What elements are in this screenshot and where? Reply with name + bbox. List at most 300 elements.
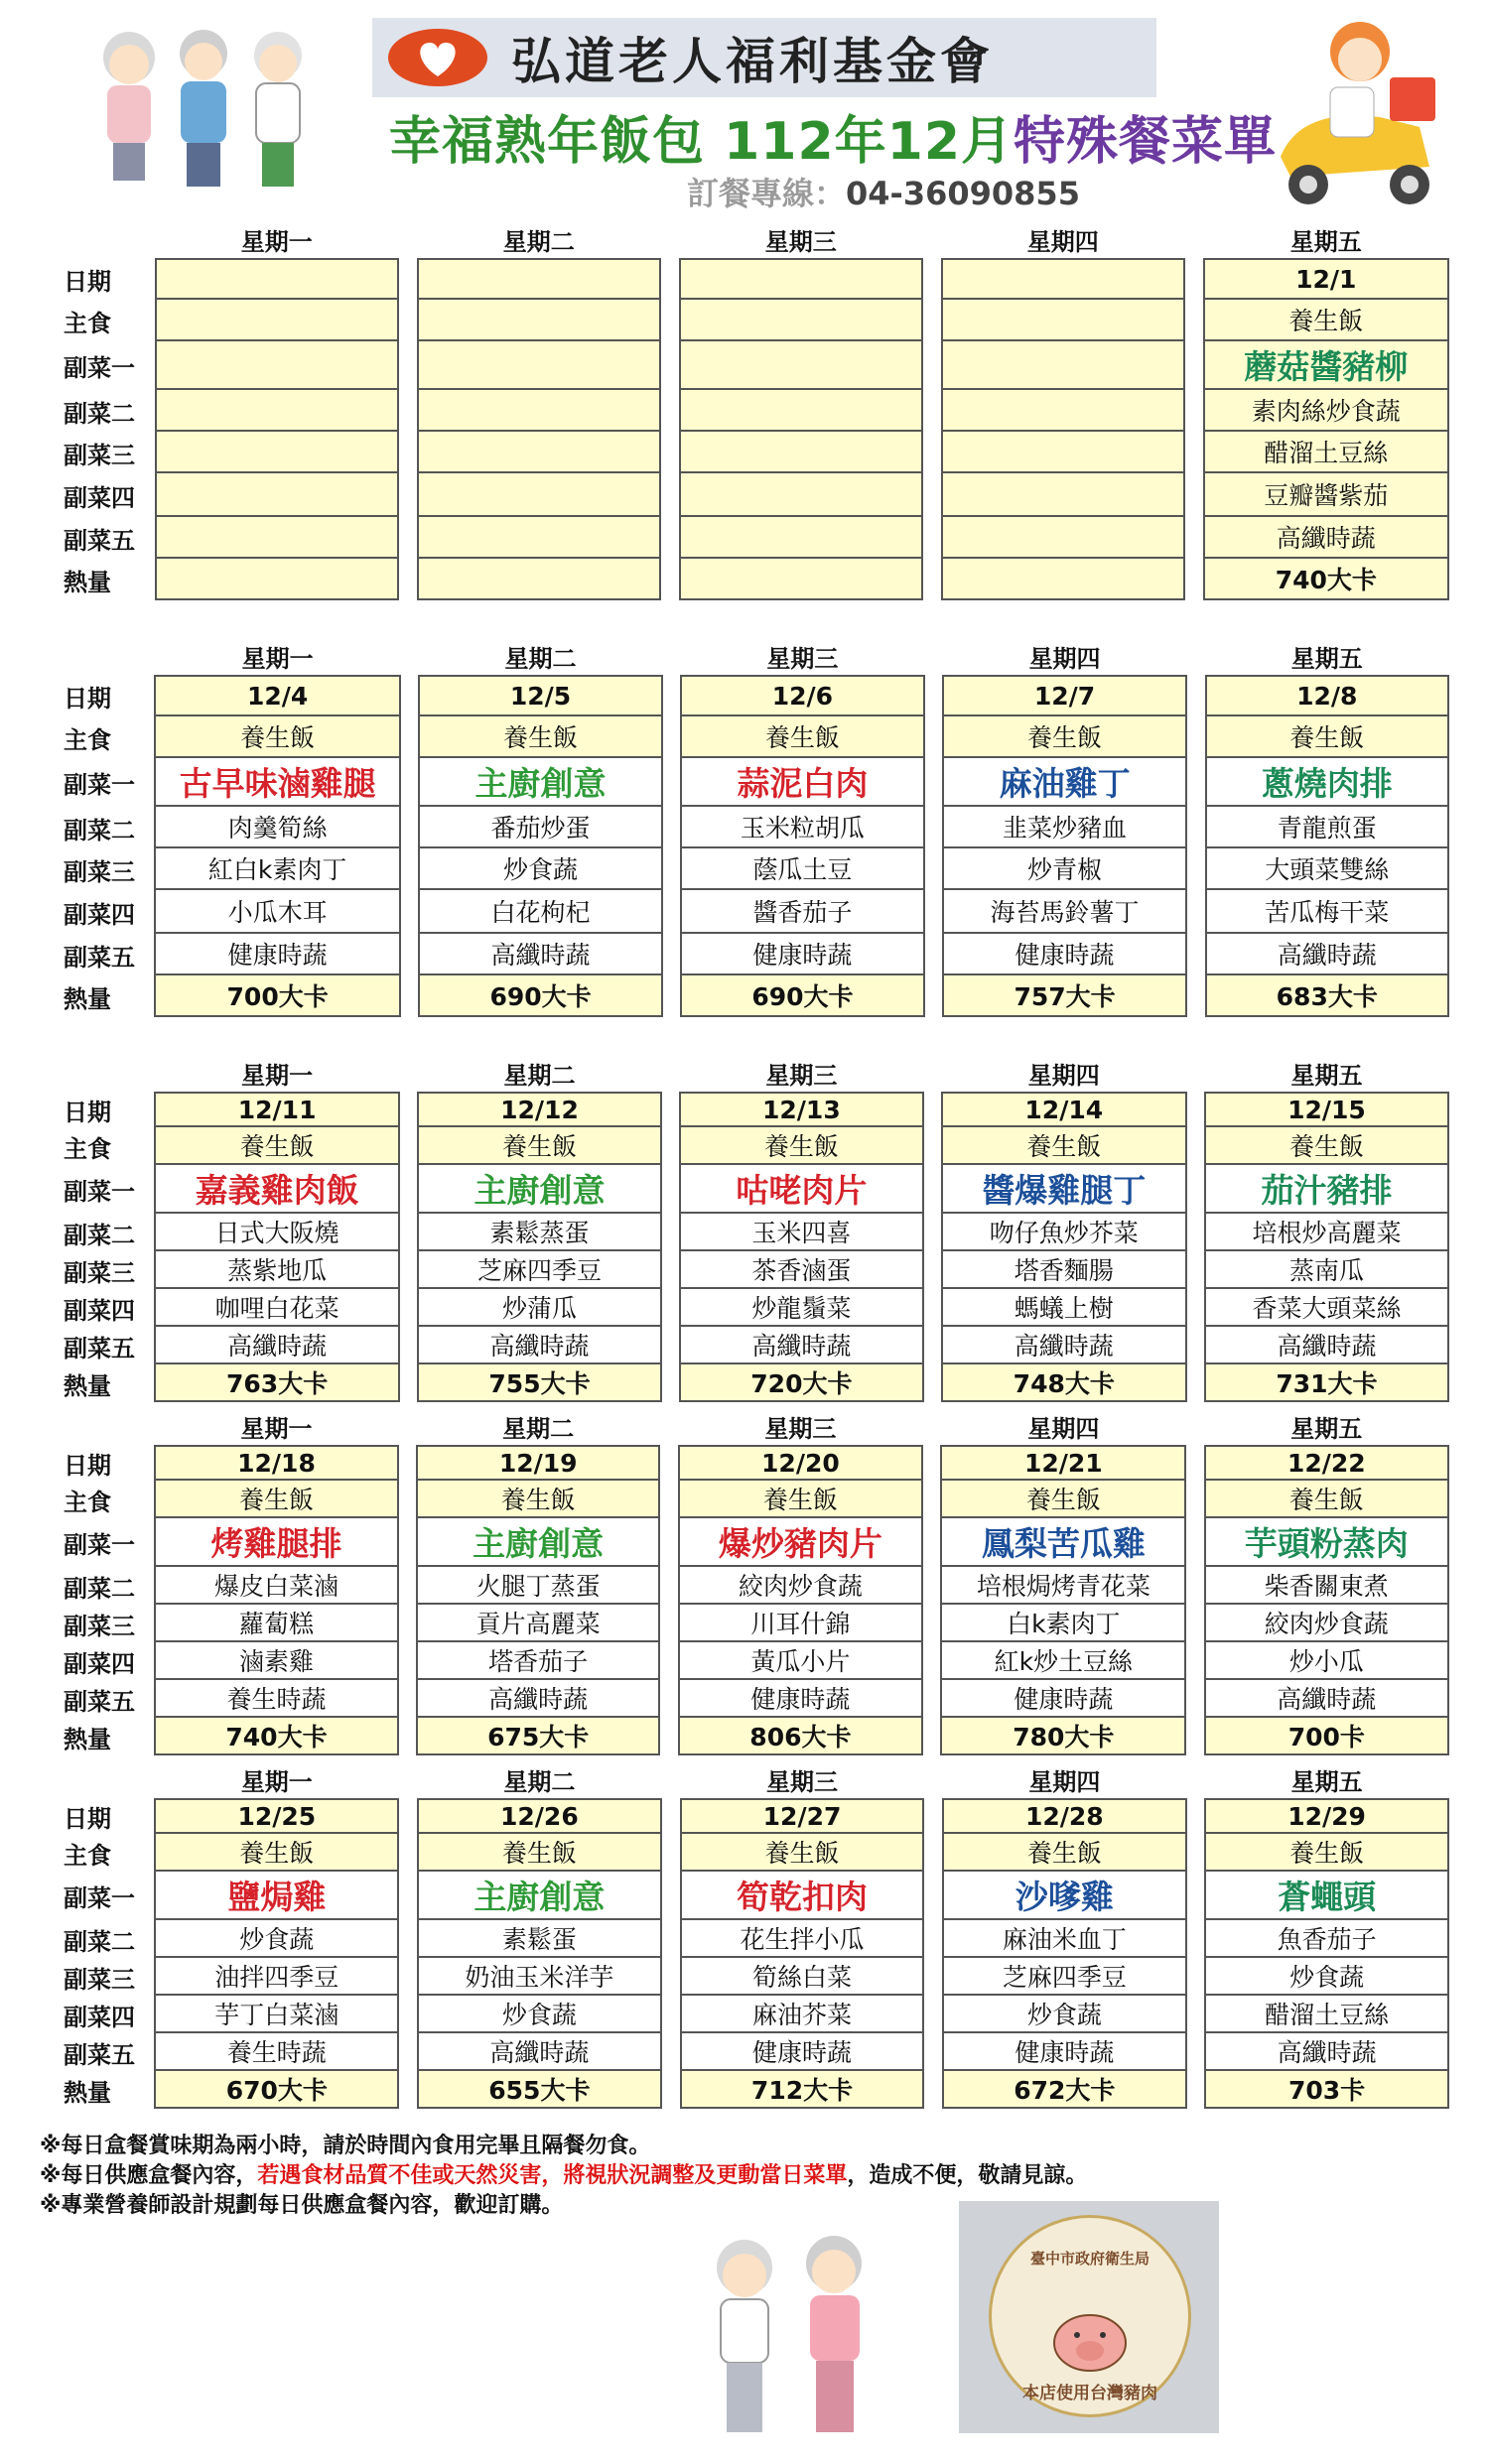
- column-gap: [1186, 1481, 1203, 1518]
- side-dish-cell: 青龍煎蛋: [1205, 807, 1450, 848]
- weekday-header: 星期四: [1027, 1414, 1100, 1443]
- row-label: 日期: [64, 1804, 111, 1833]
- date-cell: 12/18: [154, 1445, 398, 1481]
- column-gap: [399, 1996, 417, 2033]
- column-gap: [399, 473, 417, 517]
- main-dish-name: 鹽焗雞: [227, 1878, 327, 1916]
- header-blank: [40, 1407, 154, 1445]
- main-dish-name: 醬爆雞腿丁: [982, 1171, 1147, 1210]
- weekday-header: 星期一: [241, 644, 314, 673]
- column-gap: [399, 2071, 417, 2109]
- menu-row: [40, 1834, 1449, 1872]
- column-gap: [662, 1127, 679, 1165]
- side-dish-cell: 高纖時蔬: [1204, 1327, 1449, 1364]
- staple-cell: [941, 300, 1185, 341]
- column-gap: [1187, 637, 1204, 675]
- column-gap: [660, 1718, 677, 1755]
- column-gap: [401, 675, 418, 716]
- main-dish-name: 芋頭粉蒸肉: [1244, 1524, 1409, 1563]
- menu-row: [40, 1996, 1449, 2033]
- date-cell: [679, 258, 923, 300]
- column-gap: [663, 934, 680, 975]
- calorie-cell: 806大卡: [678, 1718, 923, 1755]
- menu-row: [40, 517, 1449, 559]
- column-gap: [662, 1251, 679, 1289]
- side-dish-cell: 川耳什錦: [678, 1605, 923, 1642]
- column-gap: [662, 2033, 680, 2071]
- calorie-cell: 683大卡: [1205, 975, 1450, 1017]
- main-dish-name: 咕咾肉片: [736, 1171, 868, 1210]
- staple-cell: 養生飯: [941, 1127, 1186, 1165]
- staple-cell: 養生飯: [417, 1127, 661, 1165]
- calorie-cell: [155, 559, 399, 600]
- weekday-header: 星期三: [764, 227, 837, 256]
- column-gap: [925, 975, 942, 1017]
- column-gap: [1187, 758, 1204, 807]
- side-dish-cell: 醋溜土豆絲: [1203, 432, 1449, 473]
- row-label: 副菜四: [64, 2003, 135, 2031]
- main-dish-name: 蔥燒肉排: [1261, 764, 1393, 803]
- column-gap: [1187, 1165, 1204, 1214]
- column-gap: [924, 1958, 942, 1996]
- column-gap: [923, 1642, 940, 1680]
- seal-text-bottom: 本店使用台灣豬肉: [1022, 2384, 1157, 2403]
- menu-row: [40, 341, 1449, 390]
- side-dish-cell: [155, 517, 399, 559]
- title-main: 幸福熟年飯包 112年12月: [389, 112, 1015, 172]
- column-gap: [1187, 807, 1204, 848]
- menu-row: [40, 1289, 1449, 1327]
- row-label: 副菜五: [64, 526, 135, 555]
- side-dish-cell: 炒食蔬: [154, 1920, 399, 1958]
- row-label: 日期: [64, 1451, 111, 1480]
- side-dish-cell: 韭菜炒豬血: [942, 807, 1187, 848]
- side-dish-cell: [417, 390, 661, 432]
- column-gap: [1185, 220, 1203, 258]
- main-dish-cell: [154, 1165, 399, 1214]
- column-gap: [662, 1327, 679, 1364]
- column-gap: [925, 758, 942, 807]
- header: [0, 0, 1489, 218]
- column-gap: [400, 1251, 417, 1289]
- staple-cell: [417, 300, 661, 341]
- column-gap: [924, 1251, 941, 1289]
- staple-cell: [679, 300, 923, 341]
- side-dish-cell: 豆瓣醬紫茄: [1203, 473, 1449, 517]
- staple-cell: 養生飯: [154, 716, 401, 758]
- side-dish-cell: 健康時蔬: [680, 934, 924, 975]
- column-gap: [661, 220, 679, 258]
- side-dish-cell: 炒食蔬: [417, 1996, 662, 2033]
- column-gap: [1186, 1605, 1203, 1642]
- staple-cell: 養生飯: [1204, 1127, 1449, 1165]
- calorie-cell: 755大卡: [417, 1364, 661, 1402]
- menu-row: [40, 1920, 1449, 1958]
- row-label: 副菜五: [64, 2040, 135, 2069]
- staple-cell: 養生飯: [1204, 1834, 1449, 1872]
- calorie-cell: 740大卡: [1203, 559, 1449, 600]
- date-cell: 12/14: [941, 1092, 1186, 1127]
- main-dish-name: 主廚創意: [474, 1878, 606, 1916]
- side-dish-cell: 日式大阪燒: [154, 1214, 399, 1251]
- org-banner: [372, 18, 1156, 97]
- column-gap: [1187, 1834, 1205, 1872]
- row-label: 主食: [64, 309, 111, 337]
- side-dish-cell: 健康時蔬: [680, 2033, 925, 2071]
- staple-cell: 養生飯: [678, 1481, 923, 1518]
- column-gap: [923, 432, 941, 473]
- side-dish-cell: 醬香茄子: [680, 890, 924, 934]
- date-cell: 12/5: [418, 675, 662, 716]
- weekday-header: 星期五: [1290, 1767, 1363, 1796]
- main-dish-cell: [680, 758, 924, 807]
- title-suffix: 特殊餐菜單: [1014, 112, 1278, 172]
- column-gap: [660, 1642, 677, 1680]
- side-dish-cell: 蒸南瓜: [1204, 1251, 1449, 1289]
- side-dish-cell: 肉羹筍絲: [154, 807, 401, 848]
- weekday-header: 星期三: [766, 644, 839, 673]
- main-dish-name: 鳳梨苦瓜雞: [981, 1524, 1146, 1563]
- row-label: 主食: [64, 1134, 111, 1163]
- menu-row: [40, 1718, 1449, 1755]
- column-gap: [1186, 1718, 1203, 1755]
- side-dish-cell: [941, 473, 1185, 517]
- weekday-header: 星期四: [1026, 227, 1099, 256]
- main-dish-name: 爆炒豬肉片: [718, 1524, 882, 1563]
- week-table: [40, 637, 1449, 1017]
- calorie-cell: [417, 559, 661, 600]
- menu-row: [40, 1445, 1449, 1481]
- note-line-3: ※專業營養師設計規劃每日供應盒餐內容，歡迎訂購。: [40, 2193, 564, 2218]
- column-gap: [400, 1327, 417, 1364]
- menu-row: [40, 1567, 1449, 1605]
- note-line-1: ※每日盒餐賞味期為兩小時，請於時間內食用完畢且隔餐勿食。: [40, 2134, 651, 2158]
- side-dish-cell: 苦瓜梅干菜: [1205, 890, 1450, 934]
- row-label: 日期: [64, 1098, 111, 1126]
- menu-row: [40, 716, 1449, 758]
- staple-cell: 養生飯: [1204, 1481, 1449, 1518]
- row-label: 副菜二: [64, 816, 135, 844]
- staple-cell: 養生飯: [679, 1127, 923, 1165]
- side-dish-cell: 高纖時蔬: [941, 1327, 1186, 1364]
- main-dish-name: 主廚創意: [473, 1524, 605, 1563]
- menu-row: [40, 1958, 1449, 1996]
- column-gap: [924, 1834, 942, 1872]
- column-gap: [399, 1518, 416, 1567]
- main-dish-cell: [940, 1518, 1186, 1567]
- row-label: 主食: [64, 725, 111, 754]
- weekday-header: 星期五: [1290, 644, 1363, 673]
- main-dish-name: 蒜泥白肉: [737, 764, 869, 803]
- column-gap: [924, 1798, 942, 1834]
- weekday-header: 星期一: [240, 227, 313, 256]
- menu-row: [40, 1605, 1449, 1642]
- side-dish-cell: 炒食蔬: [1204, 1958, 1449, 1996]
- side-dish-cell: 炒蒲瓜: [417, 1289, 661, 1327]
- weekday-header: 星期一: [240, 1414, 313, 1443]
- weekday-header-row: [40, 1054, 1449, 1092]
- column-gap: [663, 807, 680, 848]
- staple-cell: [155, 300, 399, 341]
- column-gap: [1187, 934, 1204, 975]
- date-cell: [155, 258, 399, 300]
- side-dish-cell: 健康時蔬: [154, 934, 401, 975]
- pig-icon: [1045, 2307, 1135, 2377]
- main-dish-cell: [1204, 1518, 1449, 1567]
- row-label: 副菜一: [64, 1178, 135, 1206]
- row-label: 熱量: [64, 2078, 111, 2107]
- column-gap: [925, 807, 942, 848]
- date-cell: 12/6: [680, 675, 924, 716]
- side-dish-cell: 蔭瓜土豆: [680, 848, 924, 890]
- row-label: 主食: [64, 1841, 111, 1870]
- side-dish-cell: 蒸紫地瓜: [154, 1251, 399, 1289]
- calorie-cell: 763大卡: [154, 1364, 399, 1402]
- order-hotline: [687, 169, 1080, 214]
- side-dish-cell: 茶香滷蛋: [679, 1251, 923, 1289]
- column-gap: [399, 300, 417, 341]
- side-dish-cell: 柴香關東煮: [1204, 1567, 1449, 1605]
- staple-cell: 養生飯: [154, 1834, 399, 1872]
- column-gap: [662, 1958, 680, 1996]
- main-dish-name: 沙嗲雞: [1015, 1878, 1114, 1916]
- column-gap: [923, 1407, 940, 1445]
- column-gap: [923, 1605, 940, 1642]
- row-label: 副菜三: [64, 857, 135, 886]
- calorie-cell: 731大卡: [1204, 1364, 1449, 1402]
- menu-row: [40, 1327, 1449, 1364]
- main-dish-name: 麻油雞丁: [999, 764, 1131, 803]
- staple-cell: 養生飯: [942, 716, 1187, 758]
- side-dish-cell: 高纖時蔬: [1204, 2033, 1449, 2071]
- main-dish-cell: [154, 1518, 398, 1567]
- column-gap: [924, 1920, 942, 1958]
- date-cell: 12/15: [1204, 1092, 1449, 1127]
- menu-row: [40, 473, 1449, 517]
- row-label: 副菜四: [64, 1296, 135, 1325]
- side-dish-cell: 絞肉炒食蔬: [1204, 1605, 1449, 1642]
- column-gap: [661, 341, 679, 390]
- column-gap: [663, 716, 680, 758]
- weekday-header-row: [40, 1407, 1449, 1445]
- header-blank: [40, 220, 155, 258]
- row-label: 副菜三: [64, 441, 135, 469]
- weekday-header: 星期二: [502, 227, 575, 256]
- column-gap: [923, 300, 941, 341]
- column-gap: [662, 2071, 680, 2109]
- column-gap: [401, 848, 418, 890]
- column-gap: [399, 1407, 416, 1445]
- column-gap: [1185, 473, 1203, 517]
- column-gap: [399, 1760, 417, 1798]
- pork-certificate-photo: [959, 2201, 1219, 2433]
- date-cell: 12/26: [417, 1798, 662, 1834]
- column-gap: [925, 848, 942, 890]
- menu-row: [40, 975, 1449, 1017]
- column-gap: [923, 1518, 940, 1567]
- calorie-cell: 720大卡: [679, 1364, 923, 1402]
- side-dish-cell: 高纖時蔬: [1203, 517, 1449, 559]
- column-gap: [925, 675, 942, 716]
- row-label: 副菜五: [64, 1334, 135, 1362]
- side-dish-cell: 麻油芥菜: [680, 1996, 925, 2033]
- column-gap: [662, 1760, 680, 1798]
- side-dish-cell: 素肉絲炒食蔬: [1203, 390, 1449, 432]
- calorie-cell: 700大卡: [154, 975, 401, 1017]
- column-gap: [1187, 975, 1204, 1017]
- column-gap: [1186, 1445, 1203, 1481]
- column-gap: [1187, 848, 1204, 890]
- column-gap: [1187, 1996, 1205, 2033]
- column-gap: [1186, 1407, 1203, 1445]
- side-dish-cell: 炒小瓜: [1204, 1642, 1449, 1680]
- row-label: 副菜三: [64, 1258, 135, 1287]
- side-dish-cell: 健康時蔬: [940, 1680, 1186, 1718]
- page-title: [389, 99, 1283, 174]
- column-gap: [1185, 559, 1203, 600]
- row-label: 副菜一: [64, 1531, 135, 1559]
- side-dish-cell: [679, 473, 923, 517]
- side-dish-cell: [941, 432, 1185, 473]
- column-gap: [663, 675, 680, 716]
- main-dish-cell: [417, 1872, 662, 1920]
- column-gap: [661, 432, 679, 473]
- column-gap: [1187, 1289, 1204, 1327]
- column-gap: [1187, 1214, 1204, 1251]
- main-dish-name: 嘉義雞肉飯: [195, 1171, 359, 1210]
- side-dish-cell: 紅k炒土豆絲: [940, 1642, 1186, 1680]
- main-dish-cell: [1203, 341, 1449, 390]
- column-gap: [1186, 1680, 1203, 1718]
- column-gap: [401, 637, 418, 675]
- column-gap: [923, 559, 941, 600]
- date-cell: 12/20: [678, 1445, 923, 1481]
- weekday-header: 星期二: [503, 1767, 576, 1796]
- side-dish-cell: 絞肉炒食蔬: [678, 1567, 923, 1605]
- main-dish-cell: [154, 1872, 399, 1920]
- row-label: 副菜一: [64, 1884, 135, 1912]
- column-gap: [924, 1872, 942, 1920]
- column-gap: [1187, 1364, 1204, 1402]
- side-dish-cell: 高纖時蔬: [418, 934, 662, 975]
- column-gap: [399, 559, 417, 600]
- column-gap: [661, 300, 679, 341]
- side-dish-cell: 麻油米血丁: [942, 1920, 1187, 1958]
- row-label: 熱量: [64, 568, 111, 596]
- side-dish-cell: 魚香茄子: [1204, 1920, 1449, 1958]
- column-gap: [663, 848, 680, 890]
- column-gap: [1187, 1327, 1204, 1364]
- date-cell: 12/25: [154, 1798, 399, 1834]
- column-gap: [661, 517, 679, 559]
- column-gap: [399, 1872, 417, 1920]
- side-dish-cell: 素鬆蒸蛋: [417, 1214, 661, 1251]
- column-gap: [1187, 1054, 1204, 1092]
- column-gap: [400, 1054, 417, 1092]
- column-gap: [923, 1567, 940, 1605]
- menu-row: [40, 675, 1449, 716]
- menu-row: [40, 390, 1449, 432]
- date-cell: 12/13: [679, 1092, 923, 1127]
- row-label: 副菜二: [64, 1927, 135, 1956]
- staple-cell: 養生飯: [154, 1127, 399, 1165]
- side-dish-cell: 小瓜木耳: [154, 890, 401, 934]
- menu-row: [40, 848, 1449, 890]
- column-gap: [923, 220, 941, 258]
- weekday-header: 星期二: [502, 1414, 575, 1443]
- column-gap: [399, 517, 417, 559]
- side-dish-cell: 炒青椒: [942, 848, 1187, 890]
- side-dish-cell: 培根焗烤青花菜: [940, 1567, 1186, 1605]
- side-dish-cell: 芝麻四季豆: [417, 1251, 661, 1289]
- side-dish-cell: 番茄炒蛋: [418, 807, 662, 848]
- column-gap: [1187, 1872, 1205, 1920]
- menu-row: [40, 1798, 1449, 1834]
- menu-row: [40, 934, 1449, 975]
- column-gap: [925, 637, 942, 675]
- column-gap: [660, 1680, 677, 1718]
- side-dish-cell: 健康時蔬: [678, 1680, 923, 1718]
- staple-cell: 養生飯: [1205, 716, 1450, 758]
- menu-row: [40, 1642, 1449, 1680]
- side-dish-cell: 滷素雞: [154, 1642, 398, 1680]
- side-dish-cell: 玉米粒胡瓜: [680, 807, 924, 848]
- side-dish-cell: 蘿蔔糕: [154, 1605, 398, 1642]
- column-gap: [661, 258, 679, 300]
- column-gap: [924, 1327, 941, 1364]
- menu-row: [40, 559, 1449, 600]
- staple-cell: 養生飯: [417, 1834, 662, 1872]
- date-cell: 12/27: [680, 1798, 925, 1834]
- week-table: [40, 1407, 1449, 1755]
- column-gap: [1187, 1920, 1205, 1958]
- menu-row: [40, 1165, 1449, 1214]
- column-gap: [399, 1445, 416, 1481]
- side-dish-cell: 螞蟻上樹: [941, 1289, 1186, 1327]
- staple-cell: 養生飯: [416, 1481, 660, 1518]
- main-dish-cell: [941, 341, 1185, 390]
- calorie-cell: 655大卡: [417, 2071, 662, 2109]
- column-gap: [1187, 1251, 1204, 1289]
- week-table: [40, 220, 1449, 600]
- side-dish-cell: 海苔馬鈴薯丁: [942, 890, 1187, 934]
- side-dish-cell: 筍絲白菜: [680, 1958, 925, 1996]
- row-label: 主食: [64, 1488, 111, 1516]
- column-gap: [660, 1518, 677, 1567]
- column-gap: [401, 716, 418, 758]
- side-dish-cell: 養生時蔬: [154, 2033, 399, 2071]
- weekday-header: 星期五: [1290, 1061, 1363, 1090]
- column-gap: [1187, 2033, 1205, 2071]
- side-dish-cell: [417, 432, 661, 473]
- calorie-cell: 748大卡: [941, 1364, 1186, 1402]
- column-gap: [924, 2071, 942, 2109]
- column-gap: [923, 390, 941, 432]
- column-gap: [662, 1872, 680, 1920]
- side-dish-cell: 紅白k素肉丁: [154, 848, 401, 890]
- main-dish-cell: [417, 1165, 661, 1214]
- side-dish-cell: 香菜大頭菜絲: [1204, 1289, 1449, 1327]
- main-dish-cell: [418, 758, 662, 807]
- menu-row: [40, 1214, 1449, 1251]
- staple-cell: 養生飯: [154, 1481, 398, 1518]
- column-gap: [399, 1605, 416, 1642]
- column-gap: [399, 1798, 417, 1834]
- column-gap: [663, 637, 680, 675]
- side-dish-cell: 咖哩白花菜: [154, 1289, 399, 1327]
- side-dish-cell: 健康時蔬: [942, 934, 1187, 975]
- column-gap: [924, 1996, 942, 2033]
